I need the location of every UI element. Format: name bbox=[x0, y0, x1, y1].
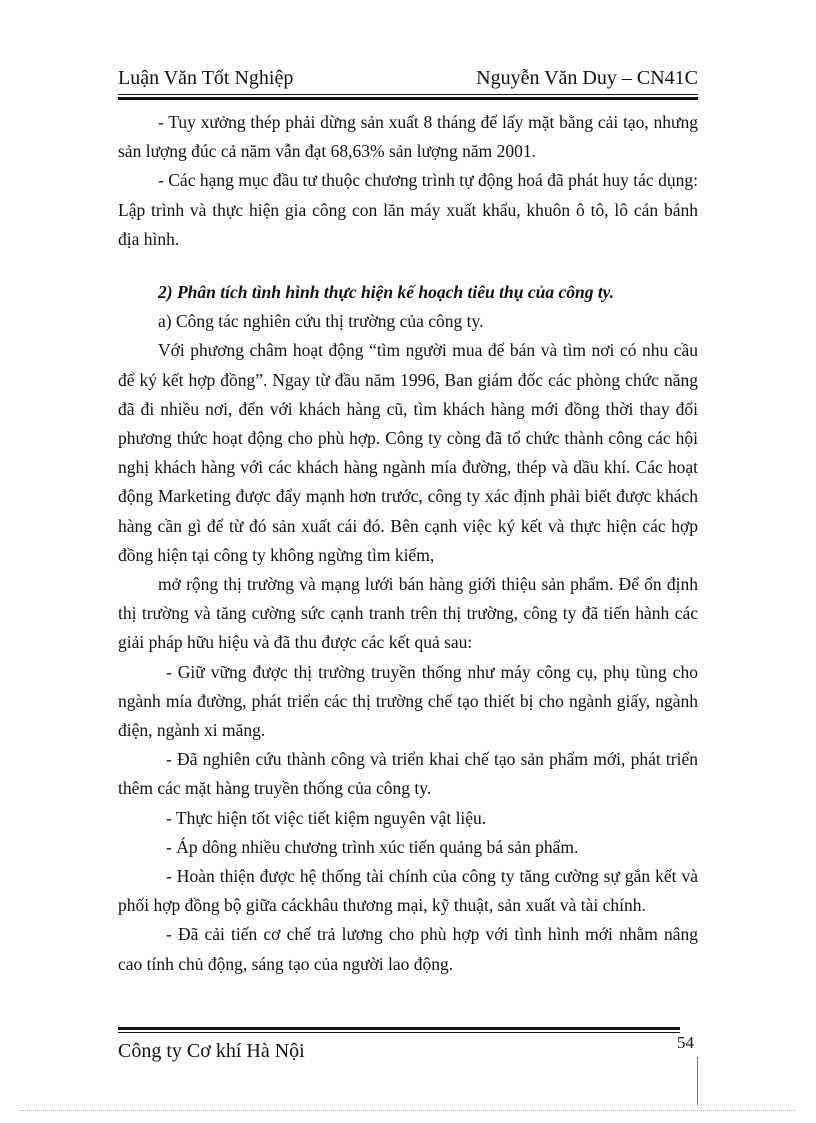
footer-rule-thick bbox=[118, 1027, 680, 1030]
page-number: 54 bbox=[677, 1033, 694, 1052]
bullet-paragraph: - Các hạng mục đầu tư thuộc chương trình tự động hoá đã phát huy tác dụng: Lập trình và thực hiện gia công con lăn máy xuất khẩu, khuôn ô tô, lô cán bánh địa hình. bbox=[118, 170, 698, 249]
header-rule-thin bbox=[118, 94, 698, 95]
footer-rule-thin bbox=[118, 1032, 680, 1033]
body-paragraph: Với phương châm hoạt động “tìm người mua để bán và tìm nơi có nhu cầu để ký kết hợp đồng”. Ngay từ đầu năm 1996, Ban giám đốc các phòng chức năng đã đi nhiều nơi, đến với khách hàng cũ, tìm khách hàng mới đồng thời thay đổi phương thức hoạt động cho phù hợp. Công ty còng đã tổ chức thành công các hội nghị khách hàng với các khách hàng ngành mía đường, thép và dầu khí. Các hoạt động Marketing được đẩy mạnh hơn trước, công ty xác định phải biết được khách hàng cần gì để từ đó sản xuất cái đó. Bên cạnh việc ký kết và thực hiện các hợp đồng hiện tại công ty không ngừng tìm kiếm, bbox=[118, 340, 698, 565]
subsection-heading: a) Công tác nghiên cứu thị trường của công ty. bbox=[158, 311, 484, 332]
document-body bbox=[118, 108, 698, 979]
footer-company: Công ty Cơ khí Hà Nội bbox=[118, 1040, 305, 1062]
bullet-paragraph: - Hoàn thiện được hệ thống tài chính của công ty tăng cường sự gắn kết và phối hợp đồng bộ giữa cáckhâu thương mại, kỹ thuật, sản xuất và tài chính. bbox=[118, 866, 698, 916]
bullet-paragraph: - Áp dông nhiều chương trình xúc tiến quảng bá sản phẩm. bbox=[166, 836, 579, 857]
page-bottom-dotted-line bbox=[20, 1110, 796, 1111]
footer-vertical-rule bbox=[697, 1057, 698, 1105]
section-heading: 2) Phân tích tình hình thực hiện kế hoạch tiêu thụ của công ty. bbox=[158, 282, 615, 303]
header-rule-thick bbox=[118, 97, 698, 100]
header-author: Nguyễn Văn Duy – CN41C bbox=[476, 67, 698, 89]
bullet-paragraph: - Giữ vững được thị trường truyền thống như máy công cụ, phụ tùng cho ngành mía đường, phát triển các thị trường chế tạo thiết bị cho ngành giấy, ngành điện, ngành xi măng. bbox=[118, 661, 698, 741]
bullet-paragraph: - Tuy xưởng thép phải dừng sản xuất 8 tháng để lấy mặt bằng cải tạo, nhưng sản lượng đúc cả năm vẫn đạt 68,63% sản lượng năm 2001. bbox=[118, 112, 698, 162]
bullet-paragraph: - Đã nghiên cứu thành công và triển khai chế tạo sản phẩm mới, phát triển thêm các mặt hàng truyền thống của công ty. bbox=[118, 749, 698, 799]
body-paragraph: mở rộng thị trường và mạng lưới bán hàng giới thiệu sản phẩm. Để ổn định thị trường và tăng cường sức cạnh tranh trên thị trường, công ty đã tiến hành các giải pháp hữu hiệu và đã thu được các kết quả sau: bbox=[118, 574, 698, 653]
header-title: Luận Văn Tốt Nghiệp bbox=[118, 67, 294, 89]
bullet-paragraph: - Thực hiện tốt việc tiết kiệm nguyên vật liệu. bbox=[166, 807, 487, 828]
page-header bbox=[118, 62, 698, 94]
bullet-paragraph: - Đã cải tiến cơ chế trả lương cho phù hợp với tình hình mới nhằm nâng cao tính chủ động, sáng tạo của người lao động. bbox=[118, 924, 698, 974]
